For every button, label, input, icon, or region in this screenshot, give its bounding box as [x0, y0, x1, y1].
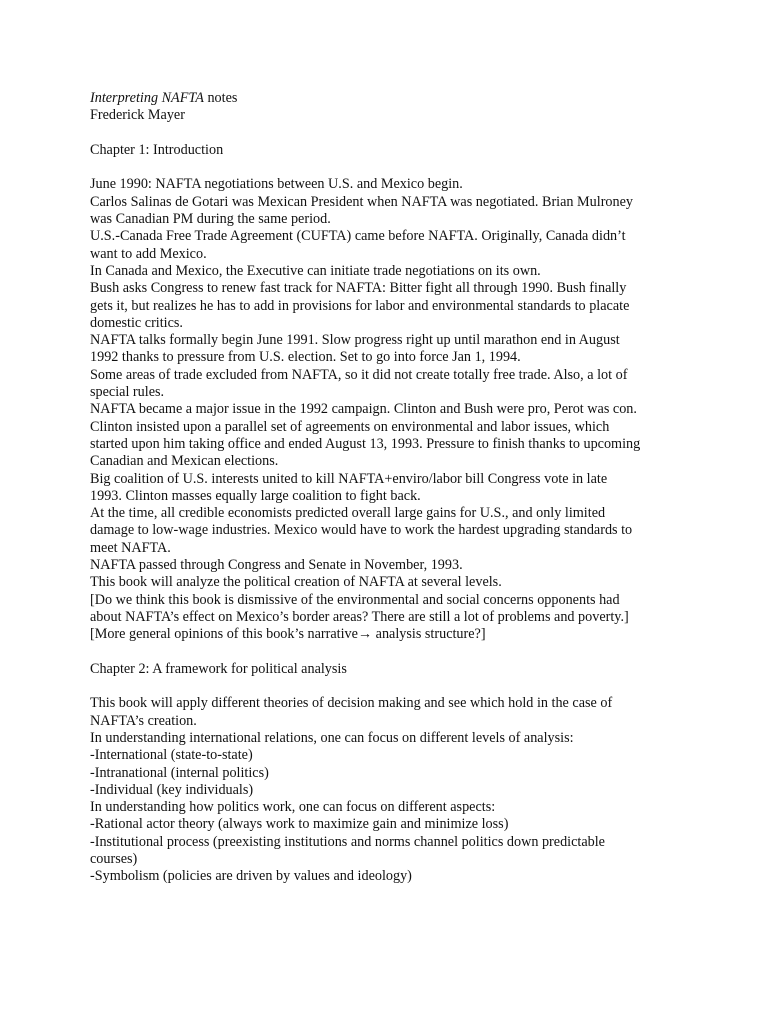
chapter-1-heading: Chapter 1: Introduction	[90, 141, 224, 158]
text-line: started upon him taking office and ended August 13, 1993. Pressure to finish thanks to upcoming	[90, 435, 641, 452]
text-line: U.S.-Canada Free Trade Agreement (CUFTA) came before NAFTA. Originally, Canada didn’t	[90, 228, 626, 245]
text-line: 1993. Clinton masses equally large coalition to fight back.	[90, 487, 421, 504]
list-item: -International (state-to-state)	[90, 747, 253, 764]
text-line: [More general opinions of this book’s narrative→ analysis structure?]	[90, 626, 486, 643]
text-line: about NAFTA’s effect on Mexico’s border areas? There are still a lot of problems and poverty.]	[90, 608, 629, 625]
text-line: NAFTA talks formally begin June 1991. Slow progress right up until marathon end in August	[90, 332, 620, 349]
chapter-1-body	[90, 176, 680, 643]
text-line: Big coalition of U.S. interests united to kill NAFTA+enviro/labor bill Congress vote in late	[90, 470, 608, 487]
text-line: domestic critics.	[90, 314, 183, 331]
list-item: -Symbolism (policies are driven by values and ideology)	[90, 868, 412, 885]
list-item: -Institutional process (preexisting institutions and norms channel politics down predictable	[90, 833, 605, 850]
text-line: This book will analyze the political creation of NAFTA at several levels.	[90, 574, 502, 591]
text-line: Clinton insisted upon a parallel set of agreements on environmental and labor issues, which	[90, 418, 610, 435]
text-line: special rules.	[90, 384, 165, 401]
document-title	[90, 90, 680, 107]
text-line: want to add Mexico.	[90, 245, 207, 262]
text-line: NAFTA became a major issue in the 1992 campaign. Clinton and Bush were pro, Perot was con.	[90, 401, 637, 418]
text-line: In understanding how politics work, one can focus on different aspects:	[90, 799, 496, 816]
text-line: June 1990: NAFTA negotiations between U.S. and Mexico begin.	[90, 176, 463, 193]
chapter-2-body	[90, 695, 680, 885]
text-line: damage to low-wage industries. Mexico would have to work the hardest upgrading standards to	[90, 522, 633, 539]
list-item: -Individual (key individuals)	[90, 781, 254, 798]
text-line: Canadian and Mexican elections.	[90, 453, 279, 470]
text-line: Bush asks Congress to renew fast track for NAFTA: Bitter fight all through 1990. Bush finally	[90, 280, 627, 297]
text-line: NAFTA passed through Congress and Senate in November, 1993.	[90, 557, 463, 574]
text-line: was Canadian PM during the same period.	[90, 211, 331, 228]
text-line: 1992 thanks to pressure from U.S. election. Set to go into force Jan 1, 1994.	[90, 349, 521, 366]
text-line: NAFTA’s creation.	[90, 712, 197, 729]
text-line: gets it, but realizes he has to add in provisions for labor and environmental standards to placate	[90, 297, 630, 314]
text-line: In understanding international relations, one can focus on different levels of analysis:	[90, 729, 574, 746]
text-line: This book will apply different theories of decision making and see which hold in the case of	[90, 695, 613, 712]
text-line: At the time, all credible economists predicted overall large gains for U.S., and only limited	[90, 505, 606, 522]
text-line: In Canada and Mexico, the Executive can initiate trade negotiations on its own.	[90, 262, 541, 279]
title-suffix: notes	[203, 90, 238, 106]
text-line: [Do we think this book is dismissive of the environmental and social concerns opponents had	[90, 591, 620, 608]
spacer	[90, 125, 680, 142]
chapter-2-heading: Chapter 2: A framework for political analysis	[90, 660, 347, 677]
spacer	[90, 159, 680, 176]
list-item: -Rational actor theory (always work to maximize gain and minimize loss)	[90, 816, 509, 833]
text-line: meet NAFTA.	[90, 539, 171, 556]
spacer	[90, 678, 680, 695]
book-title: Interpreting NAFTA	[90, 90, 204, 106]
text-line: Carlos Salinas de Gotari was Mexican President when NAFTA was negotiated. Brian Mulroney	[90, 193, 634, 210]
text-line: courses)	[90, 851, 138, 868]
author-name: Frederick Mayer	[90, 107, 185, 124]
list-item: -Intranational (internal politics)	[90, 764, 269, 781]
text-line: Some areas of trade excluded from NAFTA, so it did not create totally free trade. Also, a lot of	[90, 366, 628, 383]
spacer	[90, 644, 680, 661]
document-page	[90, 90, 680, 886]
